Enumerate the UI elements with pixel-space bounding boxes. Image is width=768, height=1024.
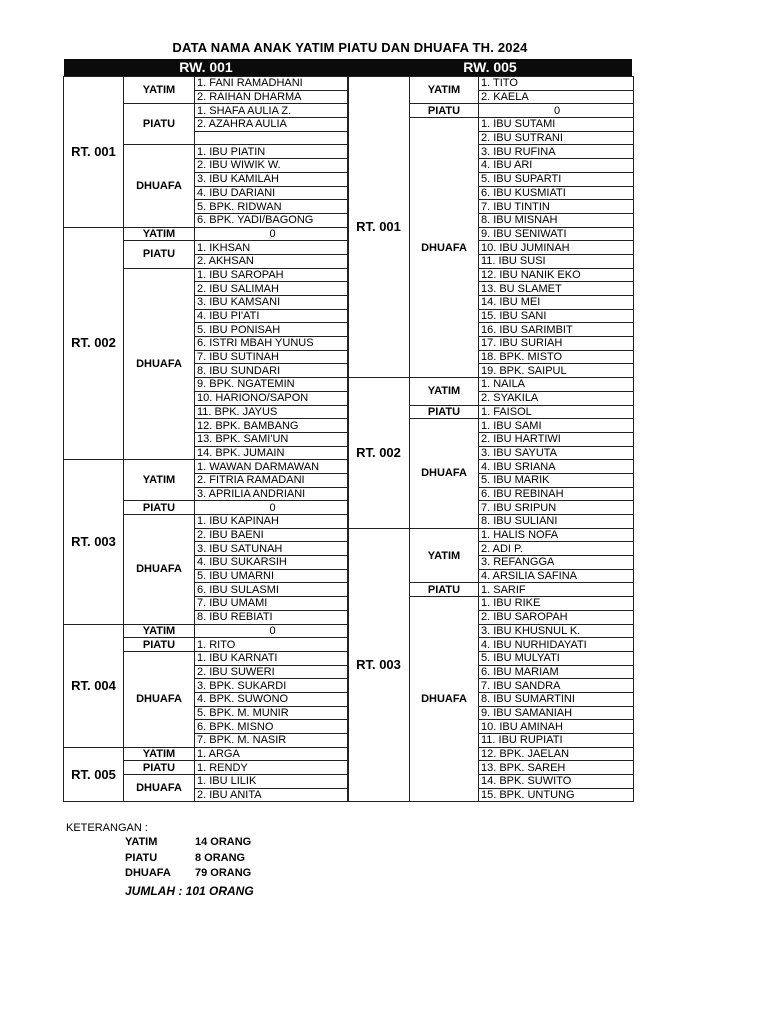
name-cell: 5. BPK. M. MUNIR bbox=[195, 706, 349, 720]
category-label: YATIM bbox=[410, 528, 479, 583]
name-cell: 1. IBU PIATIN bbox=[195, 145, 349, 159]
rt-label: RT. 002 bbox=[64, 227, 124, 460]
category-label: PIATU bbox=[124, 241, 195, 268]
table-row bbox=[64, 77, 349, 91]
name-cell: 1. SARIF bbox=[479, 583, 634, 597]
name-cell: 4. IBU ARI bbox=[479, 159, 634, 173]
category-label: DHUAFA bbox=[410, 118, 479, 378]
name-cell: 5. IBU SUPARTI bbox=[479, 172, 634, 186]
name-cell: 3. IBU KHUSNUL K. bbox=[479, 624, 634, 638]
name-cell: 1. SHAFA AULIA Z. bbox=[195, 104, 349, 118]
category-label: DHUAFA bbox=[124, 775, 195, 802]
name-cell: 16. IBU SARIMBIT bbox=[479, 323, 634, 337]
name-cell: 19. BPK. SAIPUL bbox=[479, 364, 634, 378]
table-row bbox=[64, 624, 349, 638]
name-cell: 2. AKHSAN bbox=[195, 254, 349, 268]
name-cell: 0 bbox=[195, 624, 349, 638]
name-cell: 6. IBU MARIAM bbox=[479, 665, 634, 679]
name-cell bbox=[195, 131, 349, 145]
name-cell: 2. IBU SALIMAH bbox=[195, 282, 349, 296]
category-label: PIATU bbox=[410, 583, 479, 597]
notes-key: DHUAFA bbox=[125, 867, 171, 879]
name-cell: 7. IBU UMAMI bbox=[195, 597, 349, 611]
name-cell: 5. IBU PONISAH bbox=[195, 323, 349, 337]
rw-005-header: RW. 005 bbox=[348, 59, 632, 76]
name-cell: 1. TITO bbox=[479, 77, 634, 91]
category-label: DHUAFA bbox=[124, 651, 195, 747]
category-label: YATIM bbox=[124, 747, 195, 761]
category-label: DHUAFA bbox=[124, 515, 195, 625]
rt-label: RT. 002 bbox=[348, 378, 410, 529]
name-cell: 8. IBU SUNDARI bbox=[195, 364, 349, 378]
name-cell: 4. BPK. SUWONO bbox=[195, 692, 349, 706]
name-cell: 2. KAELA bbox=[479, 90, 634, 104]
category-label: YATIM bbox=[124, 77, 195, 104]
name-cell: 4. IBU SRIANA bbox=[479, 460, 634, 474]
name-cell: 3. REFANGGA bbox=[479, 556, 634, 570]
name-cell: 11. IBU SUSI bbox=[479, 254, 634, 268]
page-title: DATA NAMA ANAK YATIM PIATU DAN DHUAFA TH. 2024 bbox=[172, 40, 528, 55]
name-cell: 8. IBU SULIANI bbox=[479, 515, 634, 529]
name-cell: 15. BPK. UNTUNG bbox=[479, 788, 634, 802]
name-cell: 2. SYAKILA bbox=[479, 391, 634, 405]
name-cell: 9. IBU SAMANIAH bbox=[479, 706, 634, 720]
name-cell: 0 bbox=[195, 227, 349, 241]
name-cell: 3. IBU SATUNAH bbox=[195, 542, 349, 556]
category-label: YATIM bbox=[124, 227, 195, 241]
rw-001-table bbox=[63, 76, 349, 802]
name-cell: 13. BU SLAMET bbox=[479, 282, 634, 296]
category-label: DHUAFA bbox=[124, 145, 195, 227]
name-cell: 5. IBU MARIK bbox=[479, 473, 634, 487]
table-row bbox=[64, 747, 349, 761]
name-cell: 2. IBU SUWERI bbox=[195, 665, 349, 679]
name-cell: 2. IBU BAENI bbox=[195, 528, 349, 542]
name-cell: 10. IBU JUMINAH bbox=[479, 241, 634, 255]
category-label: PIATU bbox=[124, 761, 195, 775]
name-cell: 12. BPK. JAELAN bbox=[479, 747, 634, 761]
category-label: YATIM bbox=[410, 77, 479, 104]
name-cell: 18. BPK. MISTO bbox=[479, 350, 634, 364]
name-cell: 5. BPK. RIDWAN bbox=[195, 200, 349, 214]
category-label: DHUAFA bbox=[410, 419, 479, 529]
name-cell: 7. IBU SUTINAH bbox=[195, 350, 349, 364]
name-cell: 1. RENDY bbox=[195, 761, 349, 775]
name-cell: 15. IBU SANI bbox=[479, 309, 634, 323]
name-cell: 3. IBU KAMILAH bbox=[195, 172, 349, 186]
name-cell: 1. IBU RIKE bbox=[479, 597, 634, 611]
category-label: PIATU bbox=[410, 104, 479, 118]
name-cell: 7. IBU TINTIN bbox=[479, 200, 634, 214]
rt-label: RT. 003 bbox=[348, 528, 410, 802]
name-cell: 7. BPK. M. NASIR bbox=[195, 734, 349, 748]
name-cell: 1. IBU SAMI bbox=[479, 419, 634, 433]
name-cell: 14. BPK. JUMAIN bbox=[195, 446, 349, 460]
rw-005-table bbox=[347, 76, 634, 802]
name-cell: 3. BPK. SUKARDI bbox=[195, 679, 349, 693]
rt-label: RT. 004 bbox=[64, 624, 124, 747]
table-row bbox=[348, 77, 634, 91]
name-cell: 8. IBU REBIATI bbox=[195, 610, 349, 624]
category-label: YATIM bbox=[124, 460, 195, 501]
notes-total: JUMLAH : 101 ORANG bbox=[125, 884, 254, 898]
name-cell: 2. AZAHRA AULIA bbox=[195, 118, 349, 132]
category-label: YATIM bbox=[410, 378, 479, 405]
name-cell: 2. IBU SUTRANI bbox=[479, 131, 634, 145]
name-cell: 1. IBU SUTAMI bbox=[479, 118, 634, 132]
name-cell: 0 bbox=[479, 104, 634, 118]
notes-row-piatu bbox=[125, 852, 245, 864]
category-label: PIATU bbox=[124, 638, 195, 652]
rt-label: RT. 001 bbox=[348, 77, 410, 378]
name-cell: 10. IBU AMINAH bbox=[479, 720, 634, 734]
category-label: PIATU bbox=[410, 405, 479, 419]
name-cell: 11. IBU RUPIATI bbox=[479, 734, 634, 748]
name-cell: 12. IBU NANIK EKO bbox=[479, 268, 634, 282]
name-cell: 11. BPK. JAYUS bbox=[195, 405, 349, 419]
rw-001-header: RW. 001 bbox=[64, 59, 348, 76]
name-cell: 10. HARIONO/SAPON bbox=[195, 391, 349, 405]
name-cell: 2. IBU ANITA bbox=[195, 788, 349, 802]
notes-key: YATIM bbox=[125, 836, 158, 848]
name-cell: 3. IBU KAMSANI bbox=[195, 296, 349, 310]
name-cell: 7. IBU SRIPUN bbox=[479, 501, 634, 515]
category-label: YATIM bbox=[124, 624, 195, 638]
name-cell: 6. BPK. MISNO bbox=[195, 720, 349, 734]
name-cell: 9. IBU SENIWATI bbox=[479, 227, 634, 241]
category-label: DHUAFA bbox=[124, 268, 195, 460]
name-cell: 2. IBU HARTIWI bbox=[479, 432, 634, 446]
name-cell: 1. IKHSAN bbox=[195, 241, 349, 255]
name-cell: 3. IBU RUFINA bbox=[479, 145, 634, 159]
name-cell: 5. IBU MULYATI bbox=[479, 651, 634, 665]
category-label: PIATU bbox=[124, 501, 195, 515]
category-label: PIATU bbox=[124, 104, 195, 145]
name-cell: 13. BPK. SAMI'UN bbox=[195, 432, 349, 446]
notes-value: 8 ORANG bbox=[195, 852, 246, 864]
name-cell: 1. ARGA bbox=[195, 747, 349, 761]
table-row bbox=[348, 528, 634, 542]
name-cell: 1. IBU KAPINAH bbox=[195, 515, 349, 529]
table-row bbox=[64, 227, 349, 241]
name-cell: 6. IBU KUSMIATI bbox=[479, 186, 634, 200]
name-cell: 6. IBU REBINAH bbox=[479, 487, 634, 501]
name-cell: 4. ARSILIA SAFINA bbox=[479, 569, 634, 583]
name-cell: 8. IBU MISNAH bbox=[479, 213, 634, 227]
name-cell: 4. IBU SUKARSIH bbox=[195, 556, 349, 570]
rt-label: RT. 005 bbox=[64, 747, 124, 802]
name-cell: 2. IBU WIWIK W. bbox=[195, 159, 349, 173]
name-cell: 8. IBU SUMARTINI bbox=[479, 692, 634, 706]
table-row bbox=[348, 378, 634, 392]
name-cell: 1. IBU KARNATI bbox=[195, 651, 349, 665]
name-cell: 1. NAILA bbox=[479, 378, 634, 392]
name-cell: 1. FAISOL bbox=[479, 405, 634, 419]
name-cell: 1. IBU SAROPAH bbox=[195, 268, 349, 282]
name-cell: 3. IBU SAYUTA bbox=[479, 446, 634, 460]
name-cell: 6. ISTRI MBAH YUNUS bbox=[195, 337, 349, 351]
name-cell: 13. BPK. SAREH bbox=[479, 761, 634, 775]
name-cell: 2. ADI P. bbox=[479, 542, 634, 556]
name-cell: 2. RAIHAN DHARMA bbox=[195, 90, 349, 104]
name-cell: 1. IBU LILIK bbox=[195, 775, 349, 789]
name-cell: 6. IBU SULASMI bbox=[195, 583, 349, 597]
name-cell: 4. IBU NURHIDAYATI bbox=[479, 638, 634, 652]
notes-value: 79 ORANG bbox=[195, 867, 252, 879]
notes-row-yatim bbox=[125, 836, 251, 848]
name-cell: 1. RITO bbox=[195, 638, 349, 652]
notes-row-dhuafa bbox=[125, 867, 251, 879]
category-label: DHUAFA bbox=[410, 597, 479, 802]
name-cell: 2. FITRIA RAMADANI bbox=[195, 473, 349, 487]
name-cell: 4. IBU PI'ATI bbox=[195, 309, 349, 323]
name-cell: 7. IBU SANDRA bbox=[479, 679, 634, 693]
name-cell: 2. IBU SAROPAH bbox=[479, 610, 634, 624]
name-cell: 14. IBU MEI bbox=[479, 296, 634, 310]
notes-key: PIATU bbox=[125, 852, 158, 864]
name-cell: 3. APRILIA ANDRIANI bbox=[195, 487, 349, 501]
name-cell: 1. HALIS NOFA bbox=[479, 528, 634, 542]
table-row bbox=[64, 460, 349, 474]
name-cell: 1. FANI RAMADHANI bbox=[195, 77, 349, 91]
rt-label: RT. 003 bbox=[64, 460, 124, 624]
name-cell: 17. IBU SURIAH bbox=[479, 337, 634, 351]
name-cell: 14. BPK. SUWITO bbox=[479, 775, 634, 789]
notes-label: KETERANGAN : bbox=[66, 822, 148, 834]
name-cell: 0 bbox=[195, 501, 349, 515]
name-cell: 6. BPK. YADI/BAGONG bbox=[195, 213, 349, 227]
notes-value: 14 ORANG bbox=[195, 836, 252, 848]
rt-label: RT. 001 bbox=[64, 77, 124, 228]
name-cell: 12. BPK. BAMBANG bbox=[195, 419, 349, 433]
name-cell: 4. IBU DARIANI bbox=[195, 186, 349, 200]
name-cell: 9. BPK. NGATEMIN bbox=[195, 378, 349, 392]
name-cell: 1. WAWAN DARMAWAN bbox=[195, 460, 349, 474]
name-cell: 5. IBU UMARNI bbox=[195, 569, 349, 583]
